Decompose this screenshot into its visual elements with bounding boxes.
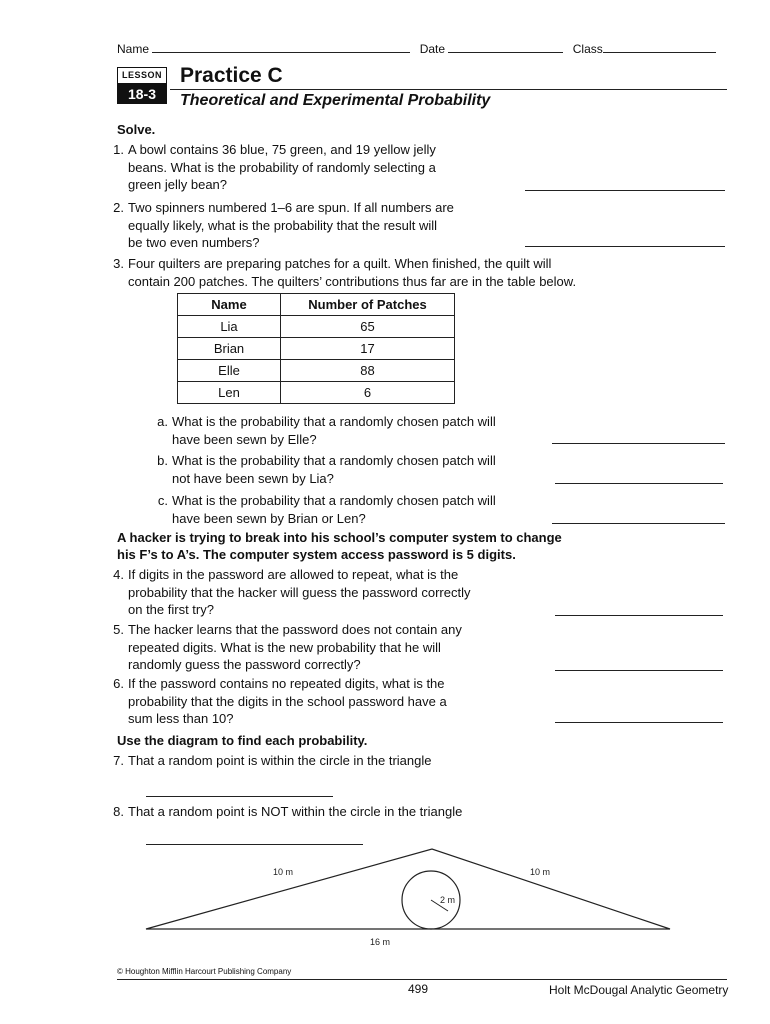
base-label: 16 m	[370, 937, 391, 947]
solve-heading: Solve.	[117, 122, 156, 137]
answer-line-1[interactable]	[525, 190, 725, 191]
triangle-circle-diagram	[140, 845, 680, 955]
title-rule	[170, 89, 727, 90]
date-label: Date	[419, 42, 446, 56]
table-cell-name: Brian	[178, 338, 281, 360]
copyright: © Houghton Mifflin Harcourt Publishing Company	[117, 967, 292, 976]
footer-rule	[117, 979, 727, 980]
table-header-row	[178, 294, 455, 316]
question-letter: c.	[157, 493, 168, 508]
table-row	[178, 360, 455, 382]
question-text: If digits in the password are allowed to repeat, what is the probability that the hacker will guess the password correctly on the first try?	[128, 567, 471, 617]
question-text: That a random point is NOT within the circle in the triangle	[128, 804, 463, 819]
page-title: Practice C	[180, 64, 283, 87]
left-side-label: 10 m	[273, 867, 294, 877]
question-text: If the password contains no repeated digits, what is the probability that the digits in the school password have a sum less than 10?	[128, 676, 447, 726]
question-text: That a random point is within the circle in the triangle	[128, 753, 432, 768]
question-number: 5.	[113, 622, 124, 637]
answer-line-3a[interactable]	[552, 443, 725, 444]
answer-line-6[interactable]	[555, 722, 723, 723]
table-cell-patches: 88	[281, 360, 455, 382]
question-text: A bowl contains 36 blue, 75 green, and 19 yellow jelly beans. What is the probability of randomly selecting a green jelly bean?	[128, 142, 436, 192]
radius-label: 2 m	[440, 895, 456, 905]
book-title: Holt McDougal Analytic Geometry	[549, 983, 729, 997]
answer-line-3c[interactable]	[552, 523, 725, 524]
question-number: 1.	[113, 142, 124, 157]
table-cell-patches: 17	[281, 338, 455, 360]
question-number: 6.	[113, 676, 124, 691]
class-field[interactable]	[603, 41, 716, 53]
question-letter: a.	[157, 414, 168, 429]
lesson-label: LESSON	[117, 67, 167, 84]
class-label: Class	[572, 42, 603, 56]
question-letter: b.	[157, 453, 168, 468]
table-row	[178, 316, 455, 338]
hacker-heading-line-1: A hacker is trying to break into his school’s computer system to change	[117, 530, 562, 545]
question-text: Two spinners numbered 1–6 are spun. If all numbers are equally likely, what is the probability that the result will be two even numbers?	[128, 200, 454, 250]
question-number: 3.	[113, 256, 124, 271]
answer-line-4[interactable]	[555, 615, 723, 616]
question-number: 2.	[113, 200, 124, 215]
table-cell-patches: 65	[281, 316, 455, 338]
answer-line-2[interactable]	[525, 246, 725, 247]
hacker-heading	[117, 529, 562, 563]
page-number: 499	[408, 982, 429, 996]
page-subtitle: Theoretical and Experimental Probability	[180, 92, 491, 109]
table-cell-name: Len	[178, 382, 281, 404]
question-number: 4.	[113, 567, 124, 582]
table-row	[178, 338, 455, 360]
answer-line-7[interactable]	[146, 796, 333, 797]
table-cell-patches: 6	[281, 382, 455, 404]
name-field[interactable]	[152, 41, 410, 53]
question-text: What is the probability that a randomly chosen patch will not have been sewn by Lia?	[172, 453, 496, 486]
question-number: 8.	[113, 804, 124, 819]
column-header-name: Name	[178, 294, 281, 316]
table-cell-name: Lia	[178, 316, 281, 338]
date-field[interactable]	[448, 41, 563, 53]
answer-line-3b[interactable]	[555, 483, 723, 484]
table-cell-name: Elle	[178, 360, 281, 382]
question-text: What is the probability that a randomly chosen patch will have been sewn by Brian or Len?	[172, 493, 496, 526]
lesson-badge	[117, 67, 167, 107]
name-date-class-header	[117, 41, 716, 58]
column-header-patches: Number of Patches	[281, 294, 455, 316]
question-text: What is the probability that a randomly chosen patch will have been sewn by Elle?	[172, 414, 496, 447]
answer-line-5[interactable]	[555, 670, 723, 671]
diagram-heading: Use the diagram to find each probability.	[117, 733, 368, 748]
name-label: Name	[117, 42, 150, 56]
patches-table	[177, 293, 455, 404]
question-text: Four quilters are preparing patches for a quilt. When finished, the quilt will contain 200 patches. The quilters’ contributions thus far are in the table below.	[128, 256, 577, 289]
lesson-number: 18-3	[117, 84, 167, 104]
question-text: The hacker learns that the password does not contain any repeated digits. What is the new probability that he will randomly guess the password correctly?	[128, 622, 462, 672]
hacker-heading-line-2: his F’s to A’s. The computer system access password is 5 digits.	[117, 547, 516, 562]
question-number: 7.	[113, 753, 124, 768]
table-row	[178, 382, 455, 404]
right-side-label: 10 m	[530, 867, 551, 877]
